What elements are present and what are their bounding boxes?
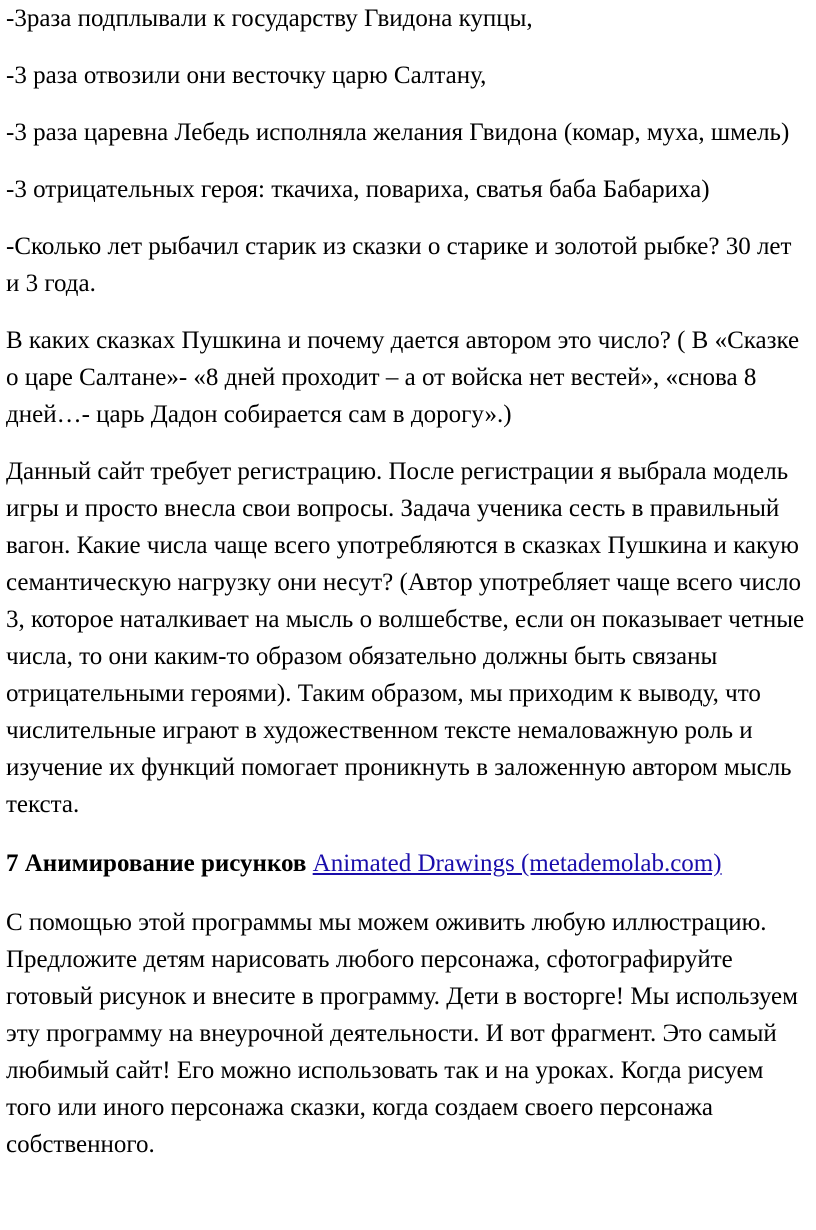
document-body [6, 0, 806, 1163]
section-heading-7 [6, 845, 806, 882]
paragraph-6: В каких сказках Пушкина и почему дается автором это число? ( В «Сказке о царе Салтане»- «8 дней проходит – а от войска нет вестей», «снова 8 дней…- царь Дадон собирается сам в дорогу».) [6, 327, 800, 428]
paragraph-5: -Сколько лет рыбачил старик из сказки о старике и золотой рыбке? 30 лет и 3 года. [6, 233, 792, 297]
paragraph-7: Данный сайт требует регистрацию. После регистрации я выбрала модель игры и просто внесла свои вопросы. Задача ученика сесть в правильный вагон. Какие числа чаще всего употребляются в сказках Пушкина и какую семантическую нагрузку они несут? (Автор употребляет чаще всего число 3, которое наталкивает на мысль о волшебстве, если он показывает четные числа, то они каким-то образом обязательно должны быть связаны отрицательными героями). Таким образом, мы приходим к выводу, что числительные играют в художественном тексте немаловажную роль и изучение их функций помогает проникнуть в заложенную автором мысль текста. [6, 458, 805, 818]
paragraph-3: -3 раза царевна Лебедь исполняла желания Гвидона (комар, муха, шмель) [6, 119, 790, 146]
paragraph-4: -3 отрицательных героя: ткачиха, повариха, сватья баба Бабариха) [6, 176, 710, 203]
animated-drawings-link[interactable]: Animated Drawings (metademolab.com) [312, 850, 722, 877]
paragraph-1: -3раза подплывали к государству Гвидона купцы, [6, 5, 533, 32]
section-heading-title: 7 Анимирование рисунков [6, 850, 307, 877]
paragraph-2: -3 раза отвозили они весточку царю Салтану, [6, 62, 487, 89]
paragraph-9: С помощью этой программы мы можем оживить любую иллюстрацию. Предложите детям нарисовать любого персонажа, сфотографируйте готовый рисунок и внесите в программу. Дети в восторге! Мы используем эту программу на внеурочной деятельности. И вот фрагмент. Это самый любимый сайт! Его можно использовать так и на уроках. Когда рисуем того или иного персонажа сказки, когда создаем своего персонажа собственного. [6, 909, 798, 1158]
